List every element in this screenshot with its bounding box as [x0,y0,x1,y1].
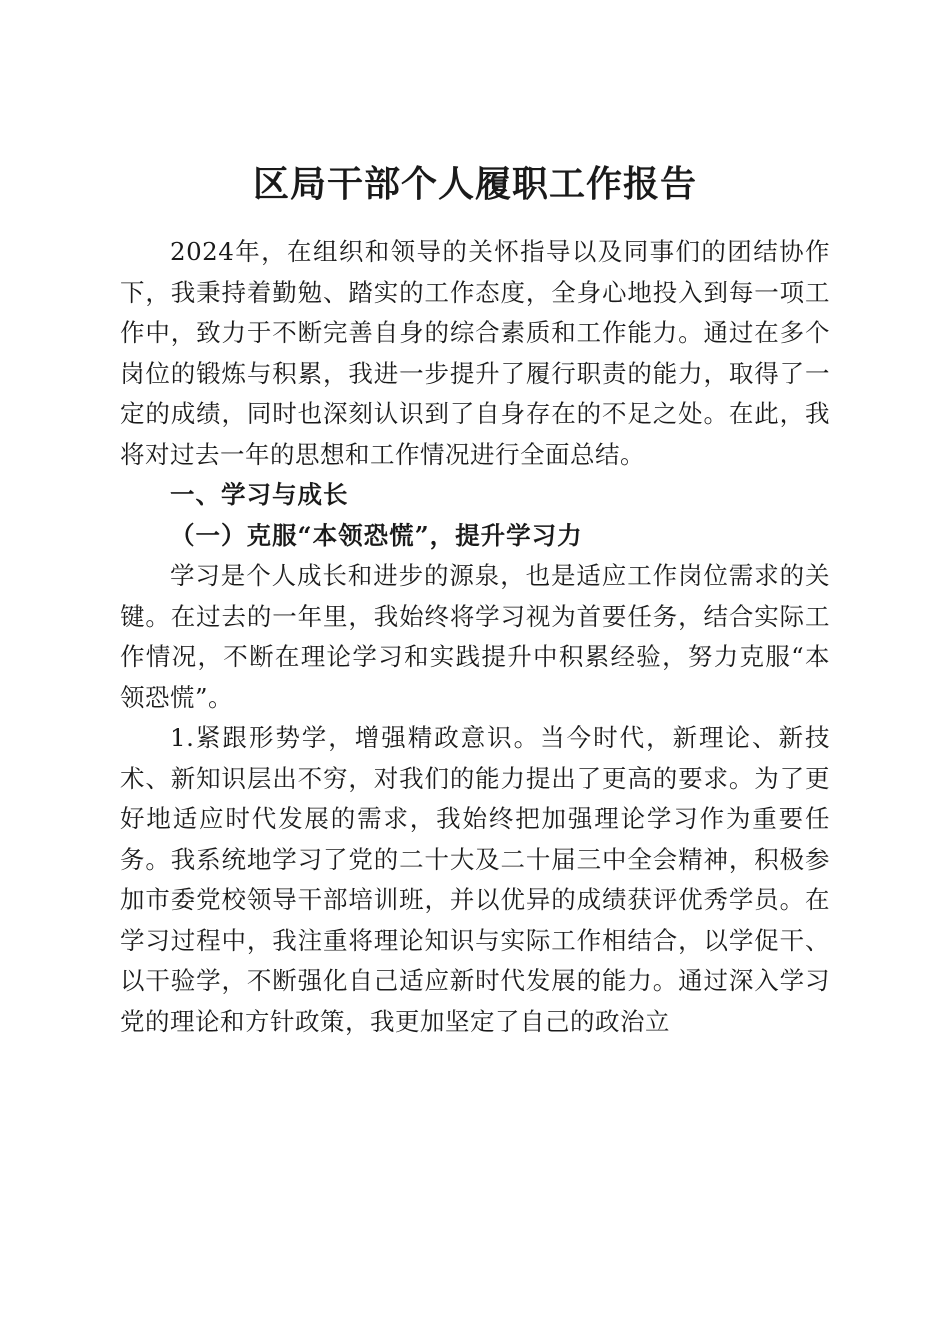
item-1-paragraph: 1.紧跟形势学，增强精政意识。当今时代，新理论、新技术、新知识层出不穷，对我们的能力提出了更高的要求。为了更好地适应时代发展的需求，我始终把加强理论学习作为重要任务。我系统地学习了党的二十大及二十届三中全会精神，积极参加市委党校领导干部培训班，并以优异的成绩获评优秀学员。在学习过程中，我注重将理论知识与实际工作相结合，以学促干、以干验学，不断强化自己适应新时代发展的能力。通过深入学习党的理论和方针政策，我更加坚定了自己的政治立 [120,723,830,1036]
subsection-heading-learning-ability: （一）克服“本领恐慌”，提升学习力 [170,520,583,550]
intro-paragraph: 2024年，在组织和领导的关怀指导以及同事们的团结协作下，我秉持着勤勉、踏实的工作态度，全身心地投入到每一项工作中，致力于不断完善自身的综合素质和工作能力。通过在多个岗位的锻炼与积累，我进一步提升了履行职责的能力，取得了一定的成绩，同时也深刻认识到了自身存在的不足之处。在此，我将对过去一年的思想和工作情况进行全面总结。 [120,237,830,469]
section-heading-learning-growth: 一、学习与成长 [170,480,349,509]
document-title: 区局干部个人履职工作报告 [252,163,697,206]
subsection-paragraph: 学习是个人成长和进步的源泉，也是适应工作岗位需求的关键。在过去的一年里，我始终将学习视为首要任务，结合实际工作情况，不断在理论学习和实践提升中积累经验，努力克服“本领恐慌”。 [120,561,830,712]
document-body [120,232,830,1042]
